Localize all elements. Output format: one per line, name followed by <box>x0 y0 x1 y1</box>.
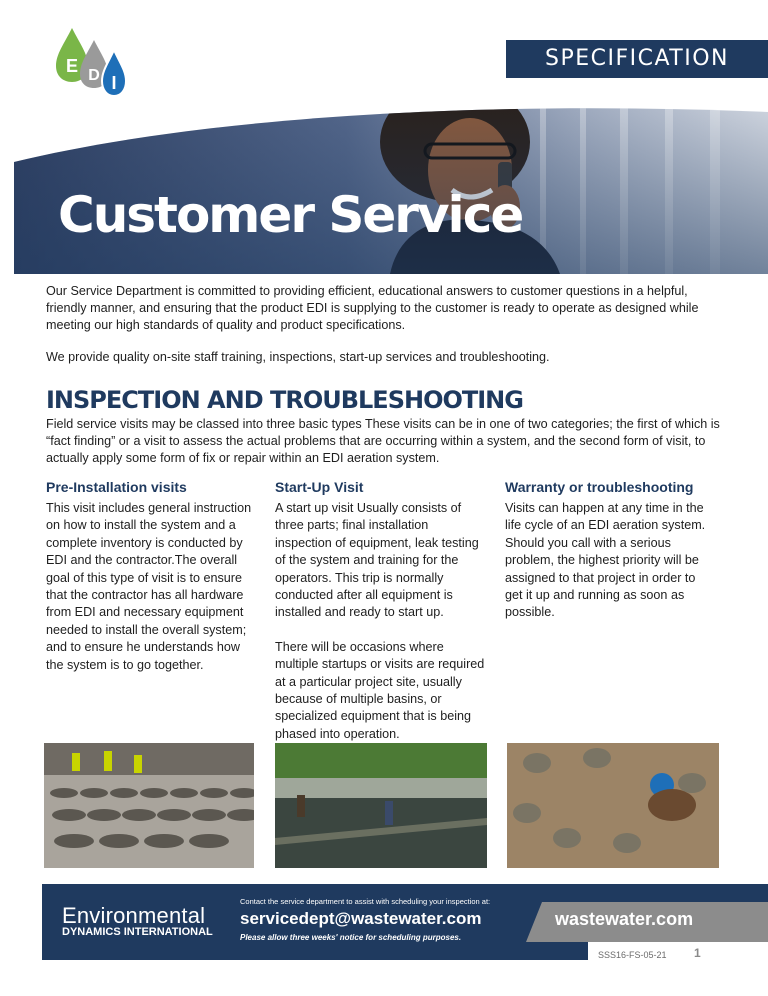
logo-letter-i: I <box>111 73 117 93</box>
section-body: Field service visits may be classed into three basic types These visits can be in one of two categories; the first of which is “fact finding” or a visit to assess the actual problems that are occurring within a system, and the second form of visit, to actually apply some form of fix or repair within an EDI aeration system. <box>46 417 720 465</box>
column-text: There will be occasions where multiple startups or visits are required at a particular project site, usually because of multiple basins, or specialized equipment that is being phased into operation. <box>275 639 485 741</box>
specification-badge: SPECIFICATION <box>506 40 768 78</box>
document-code: SSS16-FS-05-21 <box>598 950 667 960</box>
hero-title: Customer Service <box>58 186 523 244</box>
hero-image <box>0 92 768 274</box>
column-text: This visit includes general instruction on how to install the system and a complete inventory is conducted by EDI and the contractor.The overall goal of this type of visit is to ensure that the contractor has all hardware from EDI and necessary equipment needed to install the overall system; and to ensure he understands how the system is to go together. <box>46 501 252 672</box>
column-text: A start up visit Usually consists of three parts; final installation inspection of equipment, leak testing of the system and training for the operators. This trip is normally conducted after all equipment is installed and ready to start up. <box>275 501 479 620</box>
column-start-up <box>275 479 485 743</box>
intro-paragraph: Our Service Department is committed to providing efficient, educational answers to customer questions in a helpful, friendly manner, and ensuring that the product EDI is supplying to the customer is ready to operate as designed while meeting our high standards of quality and product specifications. <box>46 284 699 332</box>
logo-letter-d: D <box>88 67 100 84</box>
column-title: Warranty or troubleshooting <box>505 479 694 495</box>
contact-text: Contact the service department to assist with scheduling your inspection at: <box>240 897 491 906</box>
photo-installation <box>44 743 254 868</box>
company-subname: DYNAMICS INTERNATIONAL <box>62 926 213 938</box>
company-name: Environmental <box>62 903 206 928</box>
page-number: 1 <box>694 946 701 960</box>
scheduling-note: Please allow three weeks' notice for scheduling purposes. <box>240 933 462 942</box>
services-paragraph: We provide quality on-site staff training, inspections, start-up services and troubleshooting. <box>46 350 550 364</box>
column-title: Pre-Installation visits <box>46 479 187 495</box>
website-link[interactable]: wastewater.com <box>555 909 694 929</box>
logo-letter-e: E <box>65 56 79 76</box>
photo-repair <box>507 743 719 868</box>
column-pre-installation <box>46 479 256 674</box>
photo-basin <box>275 743 487 868</box>
column-title: Start-Up Visit <box>275 479 364 495</box>
column-warranty <box>505 479 715 622</box>
column-text: Visits can happen at any time in the life cycle of an EDI aeration system. Should you call with a serious problem, the highest priority will be assigned to that project in order to get it up and running as soon as possible. <box>505 501 706 620</box>
service-email-link[interactable]: servicedept@wastewater.com <box>240 909 482 928</box>
section-heading: INSPECTION AND TROUBLESHOOTING <box>46 386 523 414</box>
